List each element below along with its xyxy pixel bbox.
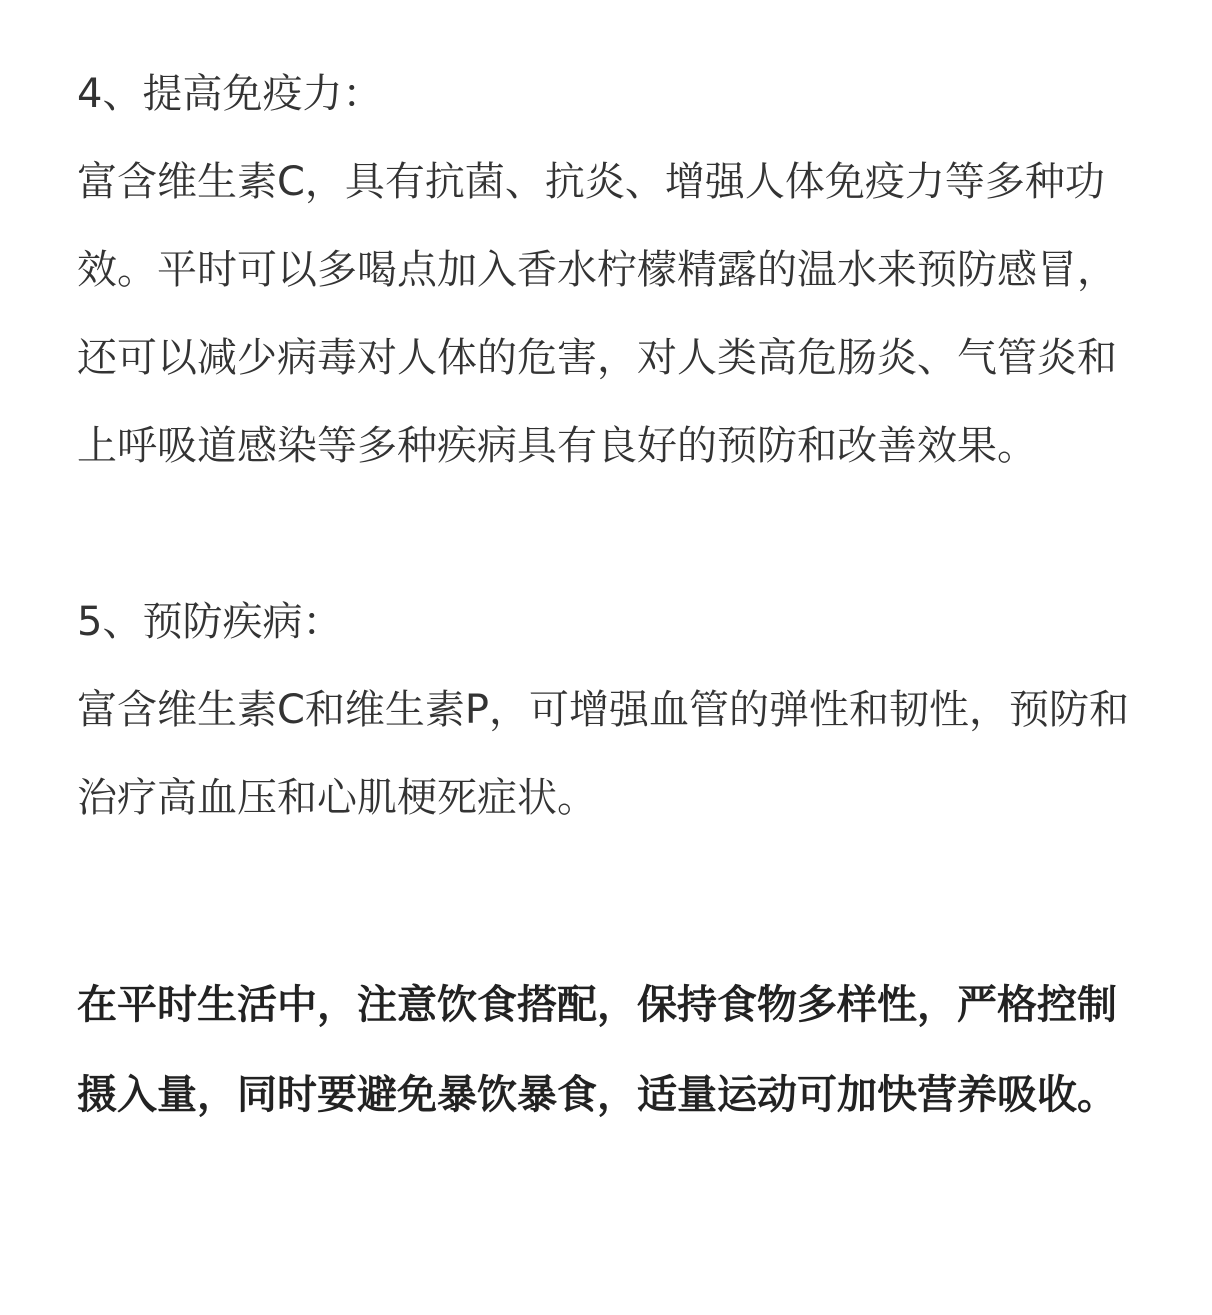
paragraph-spacer <box>77 490 1137 578</box>
section-title-immunity: 4、提高免疫力： <box>77 71 383 117</box>
section-title-disease-prevention: 5、预防疾病： <box>77 599 343 645</box>
conclusion-paragraph: 在平时生活中，注意饮食搭配，保持食物多样性，严格控制摄入量，同时要避免暴饮暴食，适量运动可加快营养吸收。 <box>77 982 1117 1118</box>
article-content <box>77 50 1137 1140</box>
section-body-immunity: 富含维生素C，具有抗菌、抗炎、增强人体免疫力等多种功效。平时可以多喝点加入香水柠檬精露的温水来预防感冒，还可以减少病毒对人体的危害，对人类高危肠炎、气管炎和上呼吸道感染等多种疾病具有良好的预防和改善效果。 <box>77 159 1117 469</box>
section-body-disease-prevention: 富含维生素C和维生素P，可增强血管的弹性和韧性，预防和治疗高血压和心肌梗死症状。 <box>77 687 1130 821</box>
paragraph-spacer <box>77 842 1137 960</box>
